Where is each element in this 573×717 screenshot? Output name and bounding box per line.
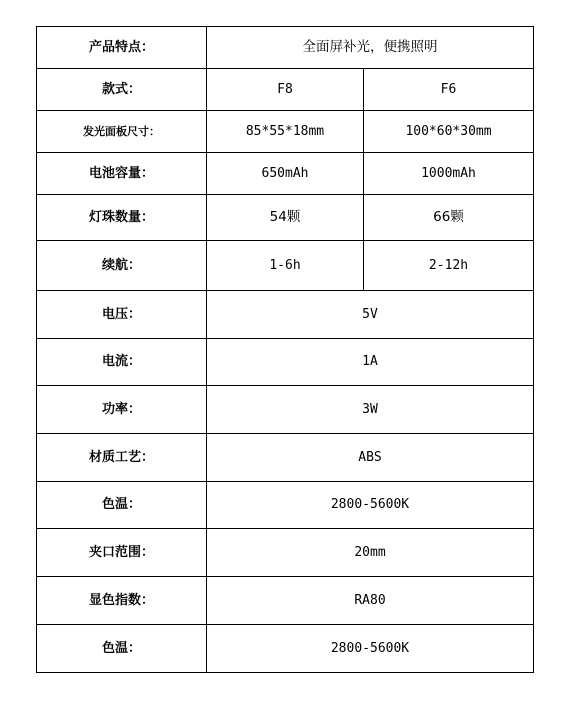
label-panel-size: 发光面板尺寸： <box>37 111 207 153</box>
value-cri: RA80 <box>207 577 534 625</box>
label-current: 电流： <box>37 339 207 386</box>
value-battery-f6: 1000mAh <box>364 153 534 195</box>
value-runtime-f8: 1-6h <box>207 241 364 291</box>
value-model-f8: F8 <box>207 69 364 111</box>
spec-row-voltage <box>37 291 534 339</box>
spec-row-material <box>37 434 534 482</box>
value-color-temp: 2800-5600K <box>207 482 534 529</box>
label-runtime: 续航： <box>37 241 207 291</box>
value-clamp-range: 20mm <box>207 529 534 577</box>
label-battery: 电池容量： <box>37 153 207 195</box>
value-material: ABS <box>207 434 534 482</box>
value-panel-size-f8: 85*55*18mm <box>207 111 364 153</box>
spec-row-color-temp <box>37 482 534 529</box>
spec-row-color-temp-2 <box>37 625 534 673</box>
label-power: 功率： <box>37 386 207 434</box>
label-color-temp-2: 色温： <box>37 625 207 673</box>
label-cri: 显色指数： <box>37 577 207 625</box>
spec-row-cri <box>37 577 534 625</box>
value-led-count-f8: 54颗 <box>207 195 364 241</box>
spec-row-power <box>37 386 534 434</box>
label-voltage: 电压： <box>37 291 207 339</box>
spec-row-features <box>37 27 534 69</box>
value-features: 全面屏补光，便携照明 <box>207 27 534 69</box>
spec-row-battery <box>37 153 534 195</box>
spec-row-current <box>37 339 534 386</box>
value-battery-f8: 650mAh <box>207 153 364 195</box>
value-voltage: 5V <box>207 291 534 339</box>
spec-row-model <box>37 69 534 111</box>
label-clamp-range: 夹口范围： <box>37 529 207 577</box>
spec-row-runtime <box>37 241 534 291</box>
label-color-temp: 色温： <box>37 482 207 529</box>
label-material: 材质工艺： <box>37 434 207 482</box>
value-power: 3W <box>207 386 534 434</box>
spec-row-clamp-range <box>37 529 534 577</box>
value-led-count-f6: 66颗 <box>364 195 534 241</box>
value-color-temp-2: 2800-5600K <box>207 625 534 673</box>
product-spec-table <box>36 26 534 673</box>
spec-row-panel-size <box>37 111 534 153</box>
value-current: 1A <box>207 339 534 386</box>
value-panel-size-f6: 100*60*30mm <box>364 111 534 153</box>
value-runtime-f6: 2-12h <box>364 241 534 291</box>
spec-row-led-count <box>37 195 534 241</box>
label-model: 款式： <box>37 69 207 111</box>
label-features: 产品特点： <box>37 27 207 69</box>
label-led-count: 灯珠数量： <box>37 195 207 241</box>
value-model-f6: F6 <box>364 69 534 111</box>
